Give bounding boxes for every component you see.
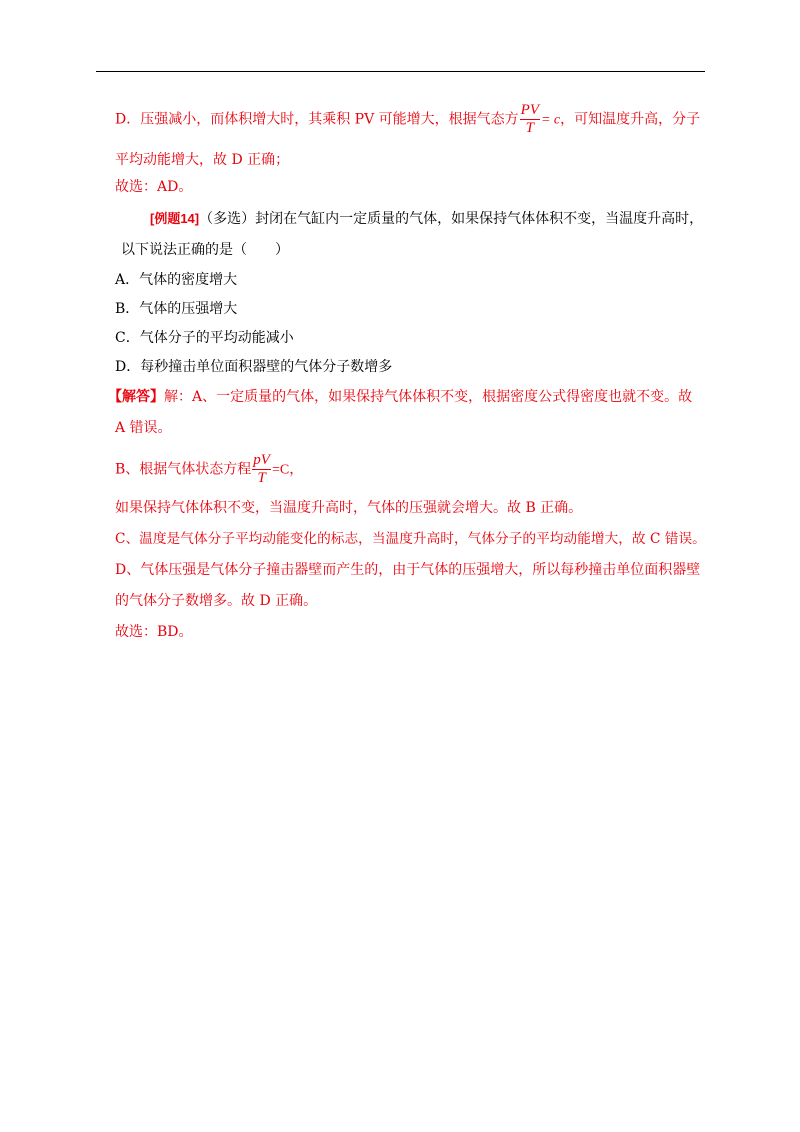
- option-d: D．每秒撞击单位面积器壁的气体分子数增多: [115, 359, 393, 375]
- answer-b-text: B、根据气体状态方程: [115, 461, 252, 478]
- answer-header: 【解答】: [108, 389, 164, 405]
- prev-solution-conclusion: 故选：AD。: [115, 179, 193, 195]
- answer-line-d2: 的气体分子数增多。故 D 正确。: [115, 593, 318, 609]
- answer-line-c: C、温度是气体分子平均动能变化的标志，当温度升高时，气体分子的平均动能增大，故 C 错误。: [115, 531, 706, 547]
- fraction-numerator: PV: [520, 102, 539, 118]
- example-question-line2: 以下说法正确的是（ ）: [121, 242, 289, 258]
- answer-line-d1: D、气体压强是气体分子撞击器壁而产生的，由于气体的压强增大，所以每秒撞击单位面积器壁: [115, 562, 701, 578]
- fraction-numerator-b: pV: [253, 452, 270, 468]
- equals-constant: = c: [540, 112, 561, 128]
- example-question-line1: [150, 209, 703, 229]
- example-tag: [例题14]: [150, 211, 200, 226]
- pv-over-t-fraction-b: [252, 453, 271, 486]
- example-question-text: （多选）封闭在气缸内一定质量的气体，如果保持气体体积不变，当温度升高时，: [199, 211, 704, 227]
- option-c: C．气体分子的平均动能减小: [115, 330, 294, 346]
- answer-line-b2: 如果保持气体体积不变，当温度升高时，气体的压强就会增大。故 B 正确。: [115, 500, 583, 516]
- prev-solution-d-line1: [115, 103, 700, 136]
- answer-b-eq: =C，: [271, 462, 304, 478]
- answer-line-a1: [108, 387, 692, 407]
- prev-solution-d-text-cont: ，可知温度升高，分子: [560, 111, 701, 128]
- option-b: B．气体的压强增大: [115, 301, 238, 317]
- fraction-denominator-b: T: [257, 470, 266, 486]
- option-a: A．气体的密度增大: [115, 272, 238, 288]
- prev-solution-d-line2: 平均动能增大，故 D 正确；: [115, 152, 290, 168]
- header-rule: [96, 71, 705, 72]
- prev-solution-d-text: D．压强减小，而体积增大时，其乘积 PV 可能增大，根据气态方: [115, 111, 519, 128]
- answer-line-a2: A 错误。: [115, 420, 172, 436]
- fraction-denominator: T: [525, 120, 534, 136]
- answer-a-text: 解：A、一定质量的气体，如果保持气体体积不变，根据密度公式得密度也就不变。故: [164, 389, 693, 405]
- answer-line-b1: [115, 453, 303, 486]
- pv-over-t-fraction: [520, 103, 540, 136]
- answer-conclusion: 故选：BD。: [115, 624, 193, 640]
